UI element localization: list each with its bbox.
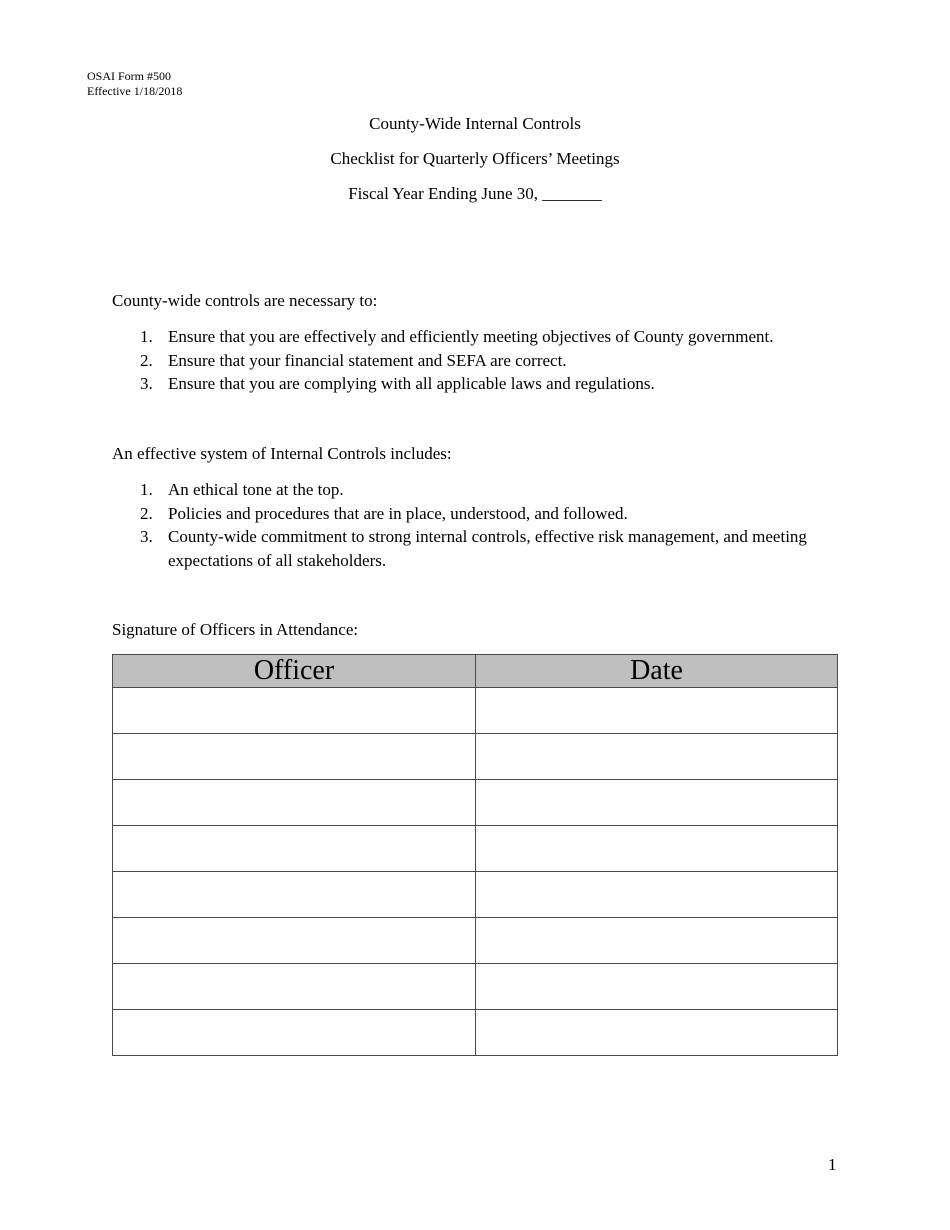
list-item-number: 3. (140, 527, 153, 546)
page-number: 1 (828, 1155, 837, 1174)
list-item-text: County-wide commitment to strong internal controls, effective risk management, and meeting expectations of all stakeholders. (168, 527, 807, 570)
list-item-text: Policies and procedures that are in place, understood, and followed. (168, 503, 628, 523)
section2-intro: An effective system of Internal Controls includes: (112, 444, 452, 463)
document-title: County-Wide Internal Controls (369, 114, 581, 133)
form-identifier (87, 69, 182, 99)
list-item-number: 2. (140, 503, 153, 523)
officer-cell[interactable] (113, 872, 476, 918)
officer-cell[interactable] (113, 918, 476, 964)
officer-cell[interactable] (113, 826, 476, 872)
list-item-text: Ensure that you are complying with all applicable laws and regulations. (168, 374, 655, 393)
table-row (113, 964, 838, 1010)
table-row (113, 780, 838, 826)
officer-cell[interactable] (113, 1010, 476, 1056)
list-item-number: 1. (140, 480, 153, 499)
officer-cell[interactable] (113, 964, 476, 1010)
list-item-number: 1. (140, 327, 153, 346)
date-column-header: Date (476, 655, 838, 688)
table-row (113, 1010, 838, 1056)
list-item (112, 349, 852, 373)
list-item (112, 478, 852, 502)
list-item (112, 372, 852, 396)
officer-cell[interactable] (113, 780, 476, 826)
date-cell[interactable] (476, 688, 838, 734)
table-header-row (113, 655, 838, 688)
effective-date: Effective 1/18/2018 (87, 84, 183, 98)
list-item (112, 525, 852, 572)
list-item (112, 325, 852, 349)
document-subtitle: Checklist for Quarterly Officers’ Meetings (330, 149, 620, 168)
table-row (113, 688, 838, 734)
officer-column-header: Officer (113, 655, 476, 688)
list-item-number: 3. (140, 374, 153, 393)
date-cell[interactable] (476, 826, 838, 872)
fiscal-year-line: Fiscal Year Ending June 30, _______ (348, 184, 602, 203)
list-item-number: 2. (140, 350, 153, 370)
date-cell[interactable] (476, 1010, 838, 1056)
list-item (112, 502, 852, 526)
table-row (113, 872, 838, 918)
table-row (113, 734, 838, 780)
table-row (113, 826, 838, 872)
officer-cell[interactable] (113, 688, 476, 734)
date-cell[interactable] (476, 918, 838, 964)
signature-table (112, 654, 838, 1056)
list-item-text: Ensure that you are effectively and efficiently meeting objectives of County government. (168, 327, 774, 346)
officer-cell[interactable] (113, 734, 476, 780)
date-cell[interactable] (476, 964, 838, 1010)
internal-controls-list (112, 478, 852, 572)
signature-label: Signature of Officers in Attendance: (112, 620, 359, 639)
section1-intro: County-wide controls are necessary to: (112, 291, 378, 310)
controls-purpose-list (112, 325, 852, 396)
form-number: OSAI Form #500 (87, 69, 172, 83)
list-item-text: Ensure that your financial statement and SEFA are correct. (168, 350, 567, 370)
date-cell[interactable] (476, 734, 838, 780)
table-row (113, 918, 838, 964)
date-cell[interactable] (476, 780, 838, 826)
list-item-text: An ethical tone at the top. (168, 480, 344, 499)
date-cell[interactable] (476, 872, 838, 918)
